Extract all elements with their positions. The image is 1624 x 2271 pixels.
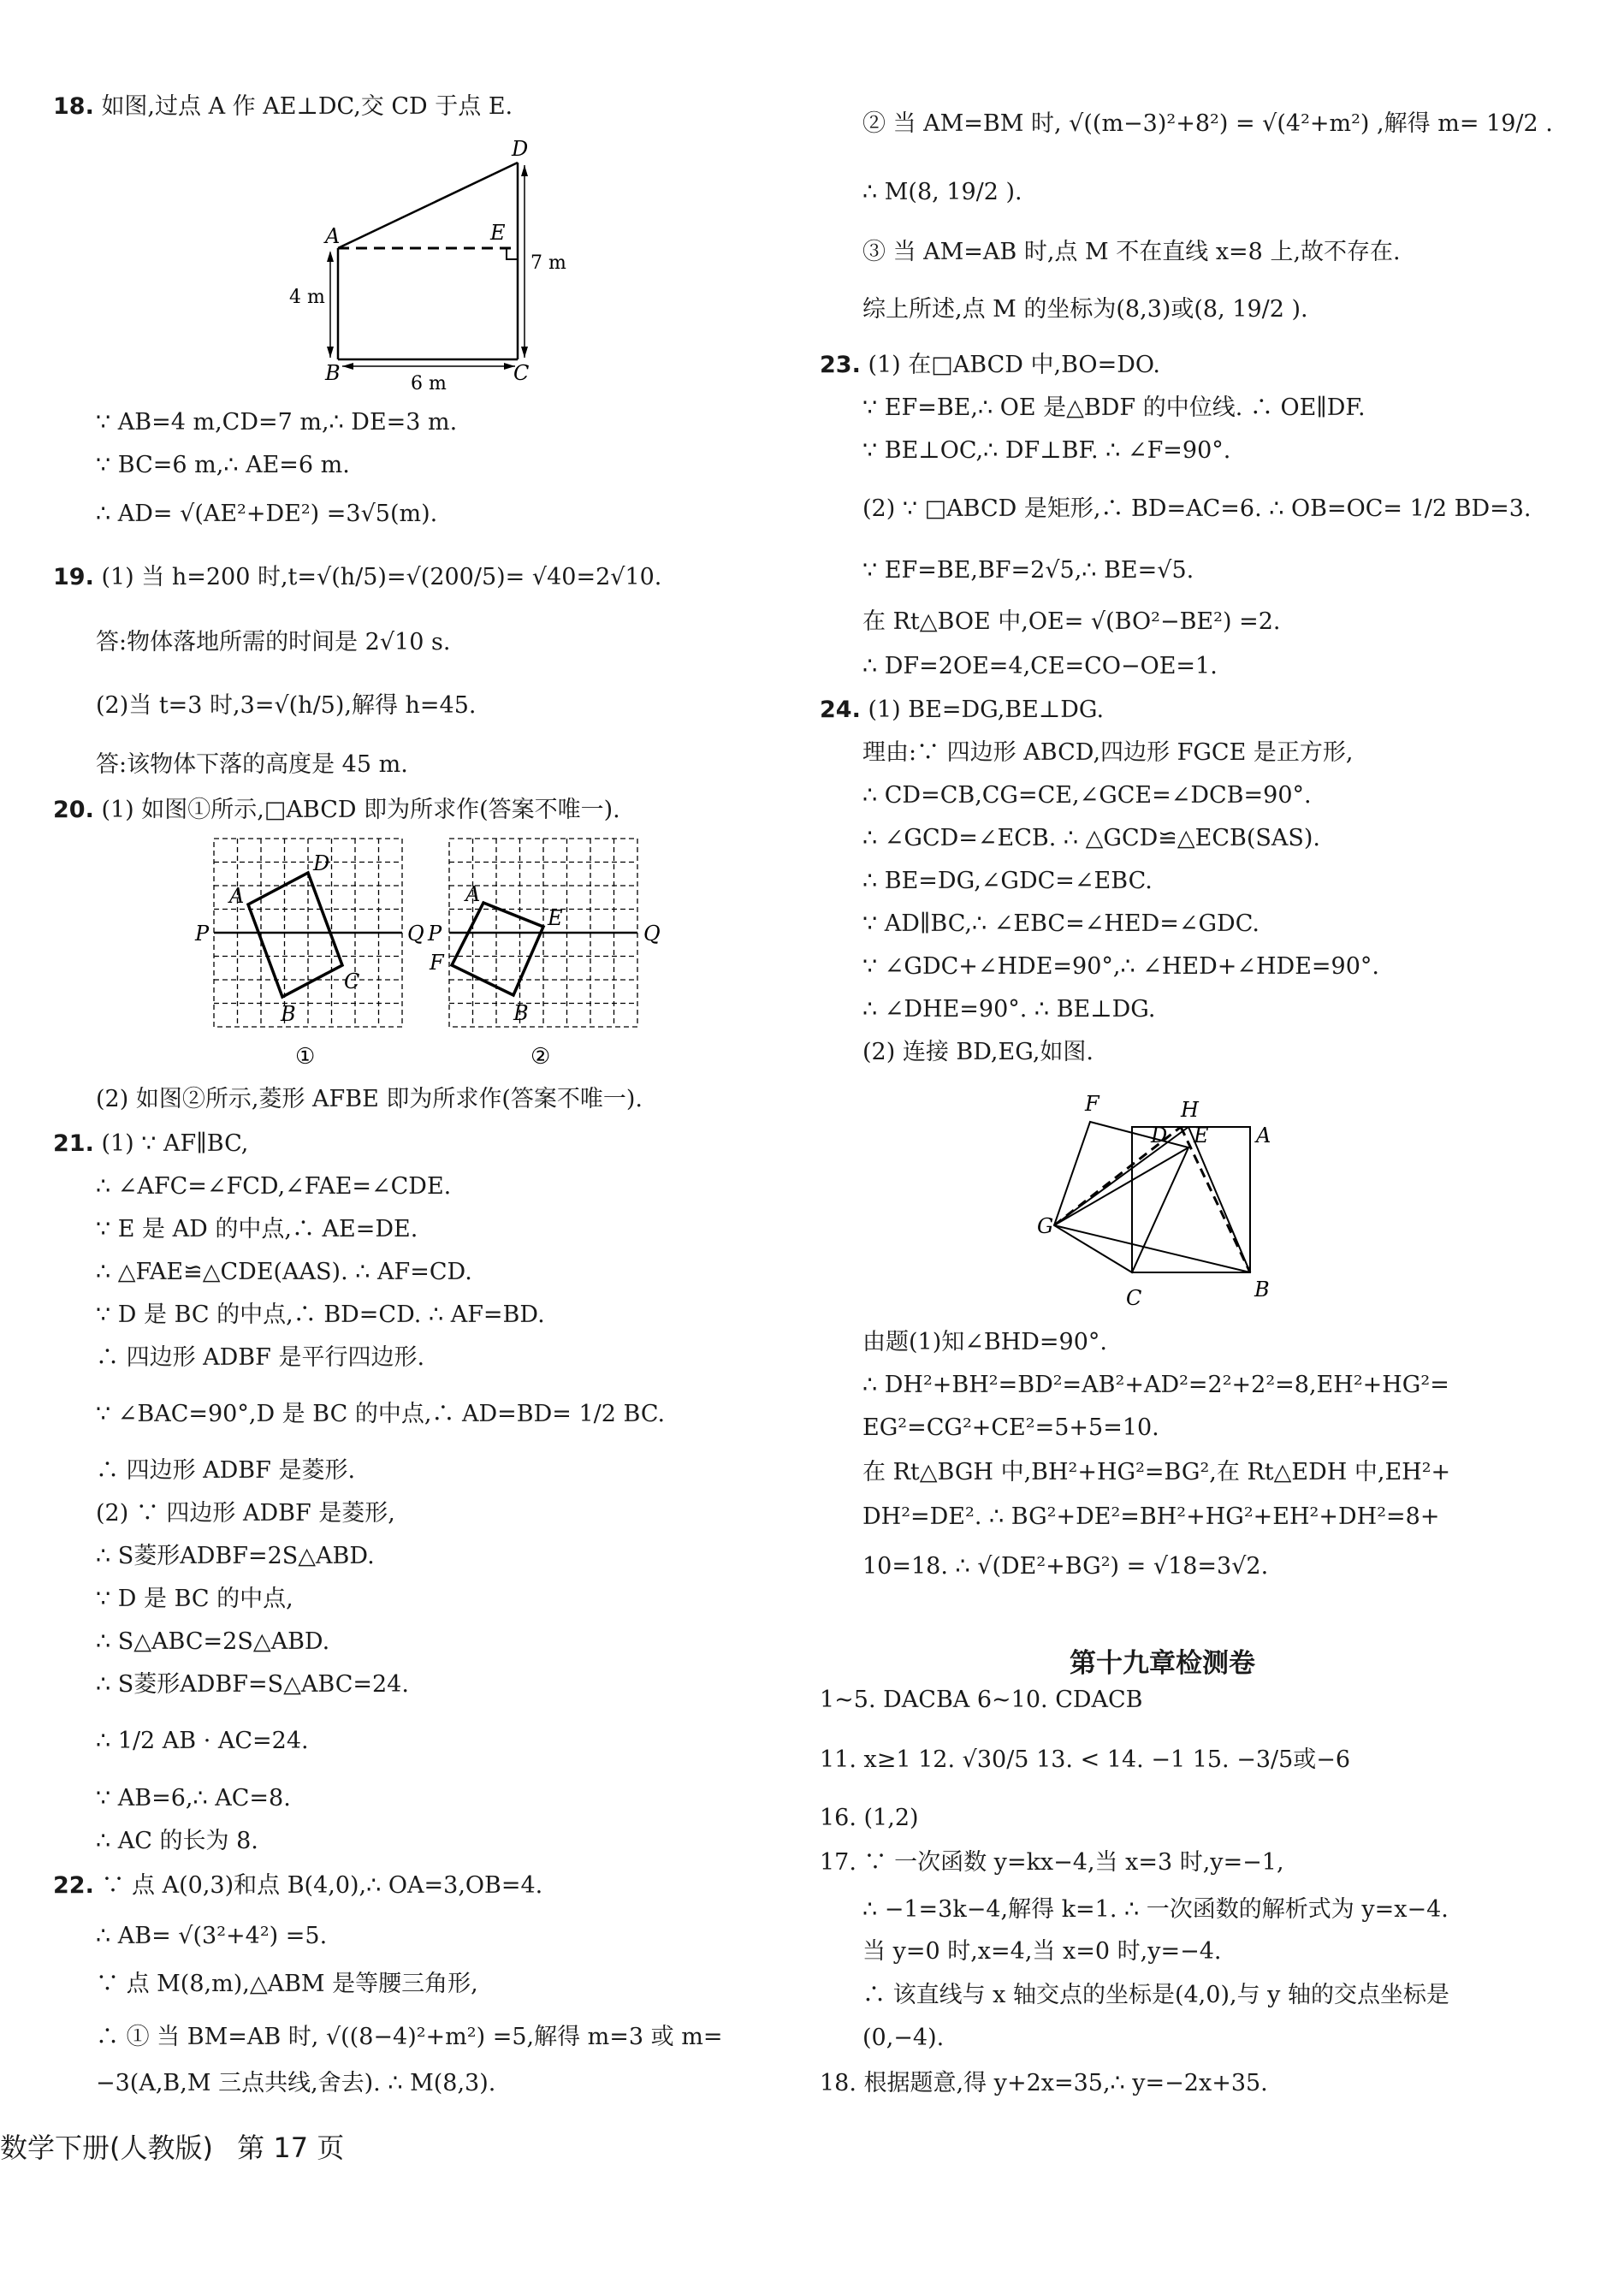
q20-fig1-label-q: Q — [407, 922, 424, 946]
q24-line-8: (2) 连接 BD,EG,如图. — [862, 1039, 1094, 1065]
section-line-0: 1~5. DACBA 6~10. CDACB — [820, 1687, 1143, 1713]
q21-line-7: ∴ 四边形 ADBF 是菱形. — [96, 1457, 356, 1484]
q21-line-3: ∴ △FAE≌△CDE(AAS). ∴ AF=CD. — [96, 1259, 472, 1285]
q21-line-11: ∴ S△ABC=2S△ABD. — [96, 1628, 330, 1655]
q19-line-2: 答:物体落地所需的时间是 2√10 s. — [96, 629, 451, 655]
q22-line-1: ∴ AB= √(3²+4²) =5. — [96, 1923, 328, 1949]
q24-line-3: ∴ ∠GCD=∠ECB. ∴ △GCD≌△ECB(SAS). — [862, 825, 1321, 851]
q23-line-1: ∵ EF=BE,∴ OE 是△BDF 的中位线. ∴ OE∥DF. — [862, 394, 1366, 421]
q18-intro-text: 如图,过点 A 作 AE⊥DC,交 CD 于点 E. — [101, 93, 513, 120]
q21-number: 21. — [53, 1130, 94, 1157]
q22-line-4: −3(A,B,M 三点共线,舍去). ∴ M(8,3). — [96, 2070, 496, 2096]
q23-line-6: ∴ DF=2OE=4,CE=CO−OE=1. — [862, 653, 1218, 679]
section-line-6: ∴ 该直线与 x 轴交点的坐标是(4,0),与 y 轴的交点坐标是 — [862, 1982, 1449, 2008]
q24-line-gb — [1054, 1225, 1250, 1272]
q24-figure — [1037, 1074, 1326, 1322]
q20-line-2: (2) 如图②所示,菱形 AFBE 即为所求作(答案不唯一). — [96, 1086, 643, 1112]
q24-line-0 — [820, 696, 1104, 725]
q23-line-2: ∵ BE⊥OC,∴ DF⊥BF. ∴ ∠F=90°. — [862, 437, 1231, 464]
q18-label-d: D — [512, 137, 529, 161]
q18-arrow-cd-top — [521, 165, 528, 176]
q22-cont-line-1: ∴ M(8, 19/2 ). — [862, 179, 1022, 205]
section-line-1: 11. x≥1 12. √30/5 13. < 14. −1 15. −3/5或−6 — [820, 1746, 1351, 1773]
q24-square-fgce — [1054, 1122, 1188, 1272]
section-title: 第十九章检测卷 — [1070, 1648, 1255, 1679]
q24-line-gh — [1054, 1127, 1188, 1225]
q23-line-0 — [820, 351, 1160, 380]
q18-label-6m: 6 m — [411, 373, 447, 394]
q20-rhombus-afbe — [452, 903, 543, 995]
q21-line-2: ∵ E 是 AD 的中点,∴ AE=DE. — [96, 1216, 418, 1242]
section-line-8: 18. 根据题意,得 y+2x=35,∴ y=−2x+35. — [820, 2070, 1268, 2096]
q21-line-13: ∴ 1/2 AB · AC=24. — [96, 1728, 309, 1754]
q18-label-7m: 7 m — [530, 252, 566, 274]
q24-line-7: ∴ ∠DHE=90°. ∴ BE⊥DG. — [862, 996, 1156, 1023]
q24-after-line-5: 10=18. ∴ √(DE²+BG²) = √18=3√2. — [862, 1553, 1269, 1580]
q20-fig1-caption: ① — [295, 1044, 316, 1070]
q20-fig2-label-q: Q — [643, 922, 661, 946]
q20-fig2-label-e: E — [548, 906, 563, 930]
q23-line-5: 在 Rt△BOE 中,OE= √(BO²−BE²) =2. — [862, 608, 1281, 635]
q24-line-bh — [1188, 1127, 1250, 1272]
section-line-7: (0,−4). — [862, 2025, 945, 2051]
q20-line-1 — [53, 796, 620, 825]
q24-line-4: ∴ BE=DG,∠GDC=∠EBC. — [862, 868, 1153, 894]
footer-page-number: 第 17 页 — [237, 2132, 345, 2164]
q24-label-c: C — [1126, 1286, 1142, 1310]
q22-line-2: ∵ 点 M(8,m),△ABM 是等腰三角形, — [96, 1971, 478, 1997]
q20-fig1-label-p: P — [195, 922, 210, 946]
page-footer — [0, 2126, 344, 2166]
q24-number: 24. — [820, 697, 861, 723]
q19-line-1-text: (1) 当 h=200 时,t=√(h/5)=√(200/5)= √40=2√10. — [101, 564, 662, 590]
q21-line-12: ∴ S菱形ADBF=S△ABC=24. — [96, 1671, 409, 1698]
q22-line-0-text: ∵ 点 A(0,3)和点 B(4,0),∴ OA=3,OB=4. — [101, 1872, 543, 1899]
q24-line-bd-dashed — [1181, 1127, 1250, 1272]
q21-line-10: ∵ D 是 BC 的中点, — [96, 1586, 293, 1612]
q24-label-e: E — [1194, 1124, 1209, 1147]
q21-line-9: ∴ S菱形ADBF=2S△ABD. — [96, 1543, 375, 1569]
q24-line-2: ∴ CD=CB,CG=CE,∠GCE=∠DCB=90°. — [862, 782, 1312, 809]
q18-label-4m: 4 m — [289, 287, 325, 308]
q21-line-6: ∵ ∠BAC=90°,D 是 BC 的中点,∴ AD=BD= 1/2 BC. — [96, 1401, 666, 1427]
q18-label-b: B — [325, 361, 341, 385]
q19-number: 19. — [53, 564, 94, 590]
q23-line-3: (2) ∵ □ABCD 是矩形,∴ BD=AC=6. ∴ OB=OC= 1/2 BD=3. — [862, 495, 1532, 522]
q22-number: 22. — [53, 1872, 94, 1899]
q22-line-3: ∴ ① 当 BM=AB 时, √((8−4)²+m²) =5,解得 m=3 或 m= — [96, 2024, 723, 2050]
q24-label-b: B — [1254, 1278, 1270, 1302]
q18-arrow-ab-bottom — [327, 347, 334, 358]
q20-fig1-label-a: A — [229, 884, 245, 908]
q22-cont-line-3: 综上所述,点 M 的坐标为(8,3)或(8, 19/2 ). — [862, 296, 1308, 323]
q20-fig2-label-p: P — [428, 922, 442, 946]
q24-label-g: G — [1037, 1214, 1054, 1238]
q24-after-line-2: EG²=CG²+CE²=5+5=10. — [862, 1414, 1159, 1441]
q20-line-1-text: (1) 如图①所示,□ABCD 即为所求作(答案不唯一). — [101, 797, 620, 823]
q24-line-1: 理由:∵ 四边形 ABCD,四边形 FGCE 是正方形, — [862, 739, 1354, 766]
q19-line-4: 答:该物体下落的高度是 45 m. — [96, 751, 408, 778]
q23-line-4: ∵ EF=BE,BF=2√5,∴ BE=√5. — [862, 557, 1194, 584]
q21-line-15: ∴ AC 的长为 8. — [96, 1828, 258, 1854]
q20-fig1-label-d: D — [313, 851, 330, 875]
section-line-2: 16. (1,2) — [820, 1805, 919, 1831]
q23-line-0-text: (1) 在□ABCD 中,BO=DO. — [868, 352, 1160, 378]
q24-line-ge — [1054, 1147, 1188, 1225]
q20-fig2-label-f: F — [430, 951, 444, 975]
q18-arrow-cd-bottom — [521, 347, 528, 358]
q18-right-angle-mark — [507, 248, 518, 259]
q18-label-a: A — [325, 224, 341, 248]
q20-number: 20. — [53, 797, 94, 823]
q21-line-5: ∴ 四边形 ADBF 是平行四边形. — [96, 1344, 425, 1371]
section-line-5: 当 y=0 时,x=4,当 x=0 时,y=−4. — [862, 1938, 1222, 1965]
q22-cont-line-2: ③ 当 AM=AB 时,点 M 不在直线 x=8 上,故不存在. — [862, 239, 1401, 265]
q18-number: 18. — [53, 93, 94, 120]
q20-fig1-label-c: C — [344, 969, 360, 993]
q19-line-1 — [53, 563, 661, 592]
q24-label-f: F — [1085, 1092, 1099, 1116]
q20-figures — [188, 834, 685, 1082]
q18-line-1: ∵ AB=4 m,CD=7 m,∴ DE=3 m. — [96, 409, 458, 436]
q20-parallelogram-abcd — [248, 873, 342, 997]
q21-line-8: (2) ∵ 四边形 ADBF 是菱形, — [96, 1500, 395, 1527]
q21-line-4: ∵ D 是 BC 的中点,∴ BD=CD. ∴ AF=BD. — [96, 1302, 545, 1328]
q20-fig2-label-b: B — [513, 1001, 529, 1025]
q24-line-5: ∵ AD∥BC,∴ ∠EBC=∠HED=∠GDC. — [862, 910, 1259, 937]
footer-book-title: 数学下册(人教版) — [0, 2132, 213, 2164]
q18-arrow-bc-left — [342, 363, 353, 370]
q21-line-1: ∴ ∠AFC=∠FCD,∠FAE=∠CDE. — [96, 1173, 452, 1200]
q18-arrow-ab-top — [327, 251, 334, 262]
q22-cont-line-0: ② 当 AM=BM 时, √((m−3)²+8²) = √(4²+m²) ,解得 m= 19/2 . — [862, 110, 1553, 137]
section-line-3: 17. ∵ 一次函数 y=kx−4,当 x=3 时,y=−1, — [820, 1849, 1284, 1876]
q18-label-e: E — [490, 221, 506, 245]
q18-line-3: ∴ AD= √(AE²+DE²) =3√5(m). — [96, 501, 438, 527]
q24-label-a: A — [1256, 1124, 1271, 1147]
q18-label-c: C — [513, 361, 530, 385]
q20-fig2-label-a: A — [465, 882, 481, 906]
q21-line-0-text: (1) ∵ AF∥BC, — [101, 1130, 249, 1157]
q20-fig1-label-b: B — [281, 1002, 296, 1026]
q18-line-2: ∵ BC=6 m,∴ AE=6 m. — [96, 452, 350, 478]
q18-figure — [282, 137, 590, 394]
q24-after-line-4: DH²=DE². ∴ BG²+DE²=BH²+HG²+EH²+DH²=8+ — [862, 1503, 1440, 1530]
q24-line-6: ∵ ∠GDC+∠HDE=90°,∴ ∠HED+∠HDE=90°. — [862, 953, 1379, 980]
q22-line-0 — [53, 1871, 542, 1900]
q21-line-0 — [53, 1130, 248, 1159]
q20-fig2-caption: ② — [530, 1044, 551, 1070]
q18-intro — [53, 92, 513, 122]
q24-label-h: H — [1181, 1098, 1199, 1122]
section-line-4: ∴ −1=3k−4,解得 k=1. ∴ 一次函数的解析式为 y=x−4. — [862, 1896, 1449, 1923]
q21-line-14: ∵ AB=6,∴ AC=8. — [96, 1785, 291, 1811]
q19-line-3: (2)当 t=3 时,3=√(h/5),解得 h=45. — [96, 692, 477, 719]
q24-line-0-text: (1) BE=DG,BE⊥DG. — [868, 697, 1105, 723]
q24-after-line-1: ∴ DH²+BH²=BD²=AB²+AD²=2²+2²=8,EH²+HG²= — [862, 1372, 1449, 1398]
q24-label-d: D — [1151, 1124, 1168, 1147]
q23-number: 23. — [820, 352, 861, 378]
q24-after-line-0: 由题(1)知∠BHD=90°. — [862, 1329, 1107, 1355]
q24-after-line-3: 在 Rt△BGH 中,BH²+HG²=BG²,在 Rt△EDH 中,EH²+ — [862, 1459, 1451, 1485]
